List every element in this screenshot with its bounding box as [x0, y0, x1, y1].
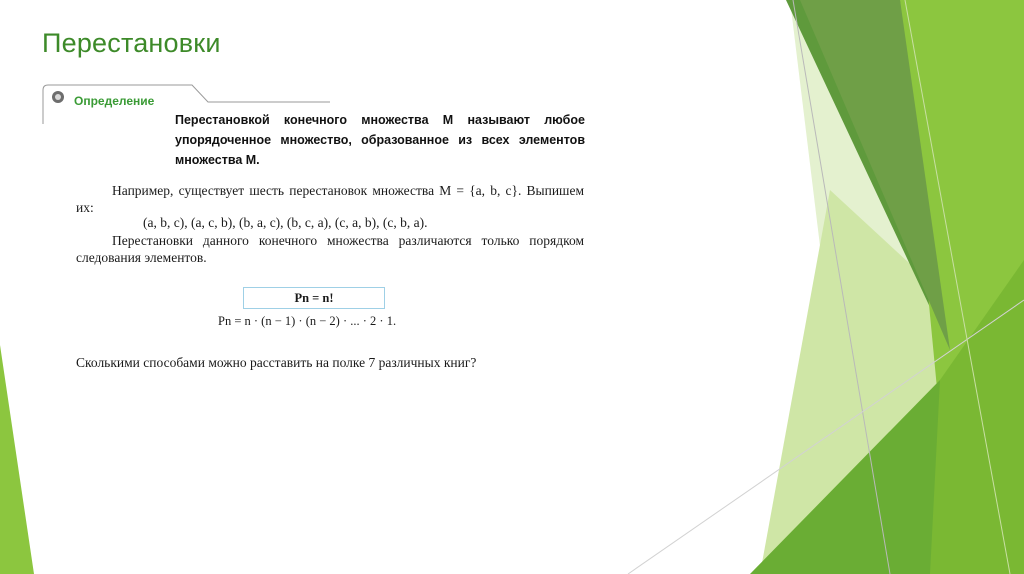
definition-label: Определение — [74, 94, 155, 108]
formula-expansion: Pn = n · (n − 1) · (n − 2) · ... · 2 · 1. — [218, 314, 397, 328]
question-text: Сколькими способами можно расставить на полке 7 различных книг? — [76, 355, 477, 370]
slide-title: Перестановки — [42, 28, 221, 58]
formula-box: Pn = n! — [243, 287, 385, 309]
example-intro: Например, существует шесть перестановок множества M = {a, b, c}. Выпишем их: — [76, 183, 584, 215]
permutation-note: Перестановки данного конечного множества различаются только порядком следования элементов. — [76, 233, 584, 265]
left-green-strip — [0, 345, 34, 574]
definition-badge-icon — [52, 91, 64, 103]
definition-text: Перестановкой конечного множества M называют любое упорядоченное множество, образованное из всех элементов множества M. — [175, 113, 585, 167]
permutation-list: (a, b, c), (a, c, b), (b, a, c), (b, c, a), (c, a, b), (c, b, a). — [143, 215, 428, 230]
